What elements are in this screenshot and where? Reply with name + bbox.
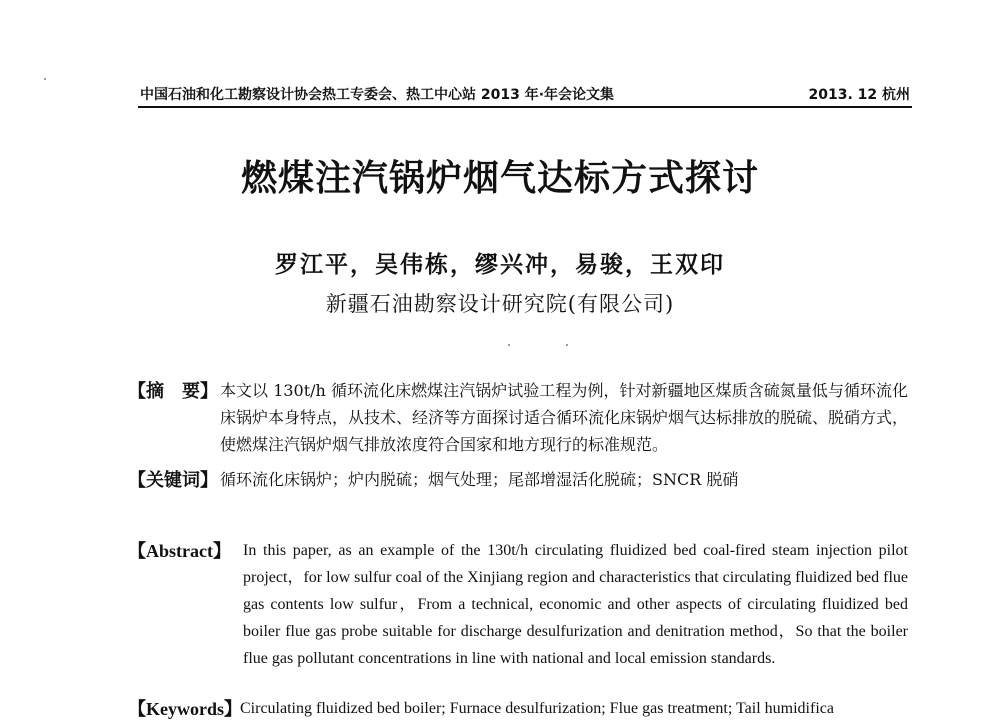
chinese-abstract	[128, 377, 908, 458]
chinese-keywords	[128, 466, 908, 493]
scan-speck	[44, 78, 46, 80]
paper-title: 燃煤注汽锅炉烟气达标方式探讨	[240, 158, 759, 199]
english-abstract-text: In this paper, as an example of the 130t/h circulating fluidized bed coal-fired steam injection pilot project，for low sulfur coal of the Xinjiang region and characteristics that circulating fluidized bed flue gas contents low sulfur，From a technical, economic and other aspects of circulating fluidized bed boiler flue gas probe suitable for discharge desulfurization and denitration method，So that the boiler flue gas pollutant concentrations in line with national and local emission standards.	[243, 542, 908, 667]
chinese-abstract-label: 【摘 要】	[128, 381, 218, 402]
english-abstract-label: 【Abstract】	[128, 541, 231, 561]
author-list: 罗江平，吴伟栋，缪兴冲，易骏，王双印	[275, 251, 725, 278]
english-keywords-text: Circulating fluidized bed boiler; Furnace desulfurization; Flue gas treatment; Tail humidifica	[240, 700, 834, 717]
scan-speck	[566, 344, 568, 346]
english-keywords	[128, 695, 908, 722]
page-header	[140, 84, 910, 104]
header-date-location: 2013. 12 杭州	[808, 87, 910, 103]
english-abstract	[128, 537, 908, 672]
header-proceedings-title: 中国石油和化工勘察设计协会热工专委会、热工中心站 2013 年·年会论文集	[140, 87, 615, 103]
chinese-keywords-label: 【关键词】	[128, 470, 218, 491]
english-keywords-label: 【Keywords】	[128, 699, 242, 719]
chinese-keywords-text: 循环流化床锅炉；炉内脱硫；烟气处理；尾部增湿活化脱硫；SNCR 脱硝	[220, 470, 739, 489]
header-divider	[138, 106, 912, 108]
chinese-abstract-text: 本文以 130t/h 循环流化床燃煤注汽锅炉试验工程为例，针对新疆地区煤质含硫氮量低与循环流化床锅炉本身特点，从技术、经济等方面探讨适合循环流化床锅炉烟气达标排放的脱硫、脱硝方式，使燃煤注汽锅炉烟气排放浓度符合国家和地方现行的标准规范。	[220, 381, 909, 454]
author-affiliation: 新疆石油勘察设计研究院(有限公司)	[325, 292, 675, 316]
scan-speck	[508, 344, 510, 346]
